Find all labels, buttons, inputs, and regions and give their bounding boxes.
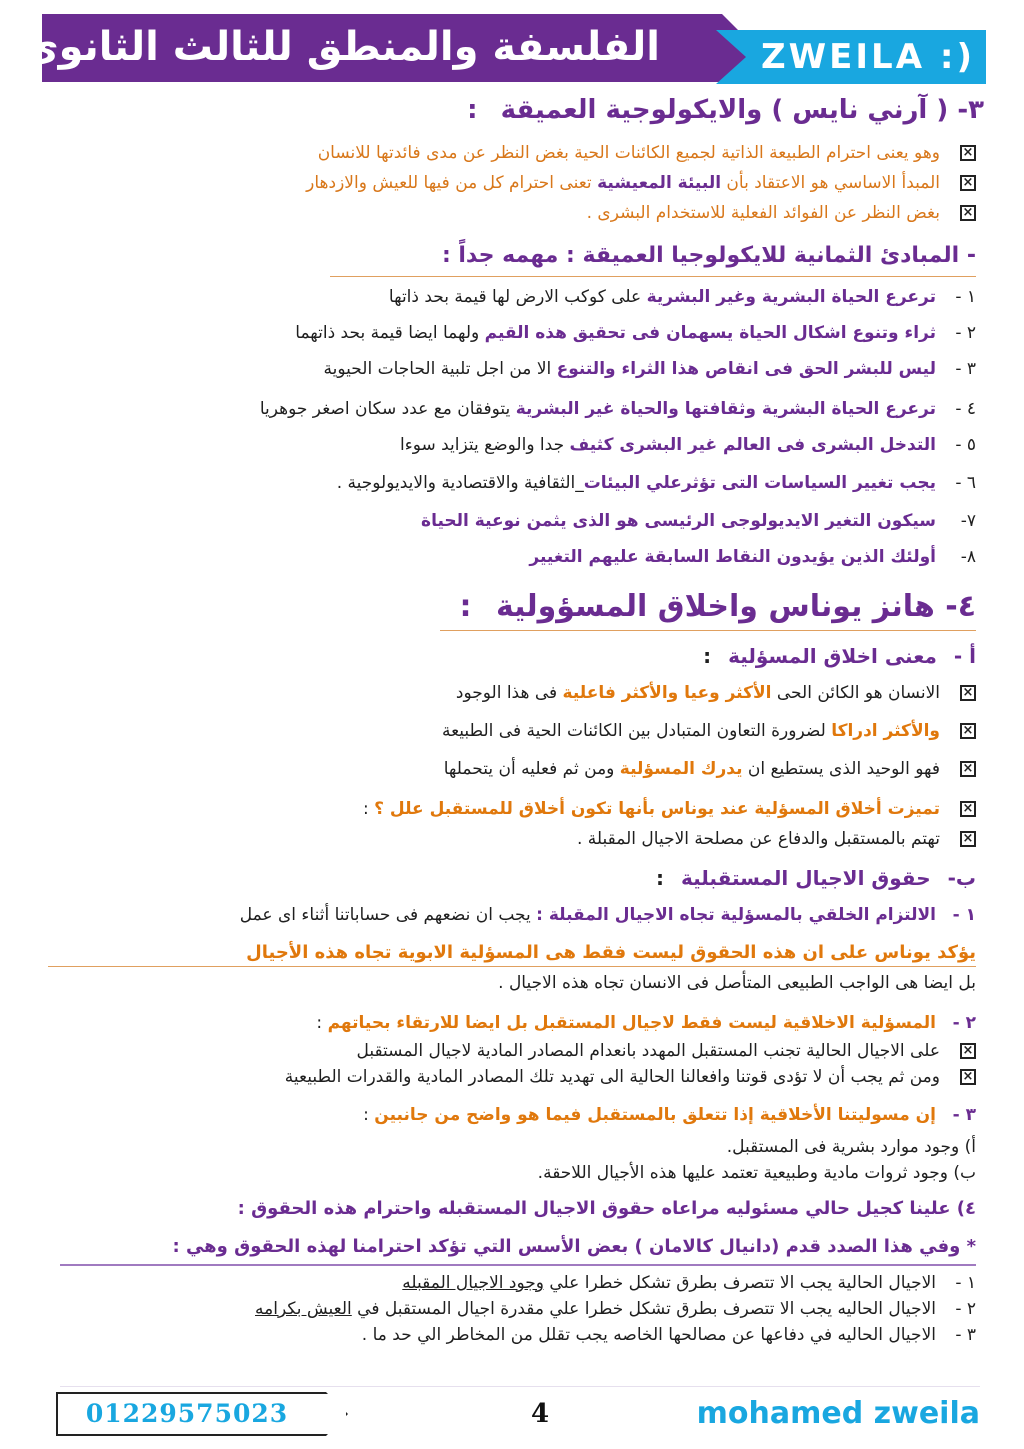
part-a-bullet-5: ×تهتم بالمستقبل والدفاع عن مصلحة الاجيال المقبلة . bbox=[577, 826, 976, 852]
author-name: mohamed zweila bbox=[696, 1396, 980, 1431]
section3-bullet-2: ×المبدأ الاساسي هو الاعتقاد بأن البيئة المعيشية تعنى احترام كل من فيها للعيش والازدهار bbox=[306, 170, 976, 196]
logo-text: ZWEILA :) bbox=[761, 37, 975, 77]
section3-bullet-3: ×بغض النظر عن الفوائد الفعلية للاستخدام البشرى . bbox=[587, 200, 976, 226]
kalaman-item-2: ٢ -الاجيال الحاليه يجب الا تتصرف بطرق تشكل خطرا علي مقدرة اجيال المستقبل في العيش بكرامه bbox=[255, 1299, 976, 1319]
part-a-heading: أ - معنى اخلاق المسؤلية : bbox=[703, 644, 976, 668]
kalaman-item-3: ٣ -الاجيال الحاليه في دفاعها عن مصالحها الخاصه يجب تقلل من المخاطر الي حد ما . bbox=[361, 1325, 976, 1345]
page-title: الفلسفة والمنطق للثالث الثانوى bbox=[21, 24, 660, 70]
section4-heading: ٤- هانز يوناس واخلاق المسؤولية : bbox=[459, 589, 976, 624]
principle-item-1: ١ -ترعرع الحياة البشرية وغير البشرية على كوكب الارض لها قيمة بحد ذاتها bbox=[388, 287, 976, 307]
checkbox-icon: × bbox=[960, 723, 976, 739]
divider bbox=[330, 276, 976, 277]
part-a-bullet-2: ×والأكثر ادراكا لضرورة التعاون المتبادل بين الكائنات الحية فى الطبيعة bbox=[442, 718, 976, 744]
principle-item-5: ٥ -التدخل البشرى فى العالم غير البشرى كثيف جدا والوضع يتزايد سوءا bbox=[399, 435, 976, 455]
checkbox-icon: × bbox=[960, 1043, 976, 1059]
part-b-item-3-sub-a: أ) وجود موارد بشرية فى المستقبل. bbox=[726, 1137, 976, 1157]
part-b-item-4: ٤) علينا كجيل حالي مسئوليه مراعاه حقوق الاجيال المستقبله واحترام هذه الحقوق : bbox=[237, 1198, 976, 1219]
page-number: 4 bbox=[530, 1399, 550, 1429]
checkbox-icon: × bbox=[960, 1069, 976, 1085]
part-b-heading: ب- حقوق الاجيال المستقبلية : bbox=[656, 866, 976, 890]
part-a-bullet-4: ×تميزت أخلاق المسؤلية عند يوناس بأنها تكون أخلاق للمستقبل علل ؟ : bbox=[363, 796, 976, 822]
principle-item-3: ٣ -ليس للبشر الحق فى انقاص هذا الثراء والتنوع الا من اجل تلبية الحاجات الحيوية bbox=[323, 359, 976, 379]
part-a-bullet-1: ×الانسان هو الكائن الحى الأكثر وعيا والأكثر فاعلية فى هذا الوجود bbox=[456, 680, 976, 706]
phone-number: 01229575023 bbox=[85, 1399, 289, 1428]
principle-item-7: ٧-سيكون التغير الايديولوجى الرئيسى هو الذى يثمن نوعية الحياة bbox=[421, 511, 976, 531]
checkbox-icon: × bbox=[960, 685, 976, 701]
part-b-item-3-sub-b: ب) وجود ثروات مادية وطبيعية تعتمد عليها هذه الأجيال اللاحقة. bbox=[537, 1163, 976, 1183]
divider bbox=[440, 630, 976, 631]
part-b-note-bold: يؤكد يوناس على ان هذه الحقوق ليست فقط هى المسؤلية الابوية تجاه هذه الأجيال bbox=[246, 942, 976, 963]
checkbox-icon: × bbox=[960, 145, 976, 161]
principles-heading: - المبادئ الثمانية للايكولوجيا العميقة : مهمه جداً : bbox=[441, 243, 976, 268]
section3-heading: ٣- ( آرني نايس ) والايكولوجية العميقة : bbox=[467, 95, 984, 125]
footer-divider bbox=[60, 1386, 980, 1387]
part-b-item-3: ٣ -إن مسوليتنا الأخلاقية إذا تتعلق بالمستقبل فيما هو واضح من جانبين : bbox=[363, 1105, 976, 1125]
checkbox-icon: × bbox=[960, 761, 976, 777]
section3-bullet-1: ×وهو يعنى احترام الطبيعة الذاتية لجميع الكائنات الحية بغض النظر عن مدى فائدتها للانسان bbox=[318, 140, 976, 166]
part-a-bullet-3: ×فهو الوحيد الذى يستطيع ان يدرك المسؤلية ومن ثم فعليه أن يتحملها bbox=[444, 756, 976, 782]
principle-item-8: ٨-أولئك الذين يؤيدون النقاط السابقة عليهم التغيير bbox=[529, 547, 976, 567]
principle-item-2: ٢ -ثراء وتنوع اشكال الحياة يسهمان فى تحقيق هذه القيم ولهما ايضا قيمة بحد ذاتهما bbox=[295, 323, 976, 343]
principle-item-4: ٤ -ترعرع الحياة البشرية وثقافتها والحياة غير البشرية يتوفقان مع عدد سكان اصغر جوهريا bbox=[259, 399, 976, 419]
checkbox-icon: × bbox=[960, 801, 976, 817]
principle-item-6: ٦ -يجب تغيير السياسات التى تؤثرعلي البيئات_الثقافية والاقتصادية والايديولوجية . bbox=[336, 473, 976, 493]
part-b-item-2-bullet-2: ×ومن ثم يجب أن لا تؤدى قوتنا وافعالنا الحالية الى تهديد تلك المصادر المادية والقدرات الطبيعية bbox=[285, 1064, 976, 1090]
checkbox-icon: × bbox=[960, 831, 976, 847]
part-b-item-1: ١ -الالتزام الخلقي بالمسؤلية تجاه الاجيال المقبلة : يجب ان نضعهم فى حساباتنا أثناء اى عمل bbox=[239, 905, 976, 925]
part-b-note-plain: بل ايضا هى الواجب الطبيعى المتأصل فى الانسان تجاه هذه الاجيال . bbox=[498, 973, 976, 993]
kalaman-item-1: ١ -الاجيال الحالية يجب الا تتصرف بطرق تشكل خطرا علي وجود الاجيال المقبله bbox=[402, 1273, 976, 1293]
part-b-item-2-bullet-1: ×على الاجيال الحالية تجنب المستقبل المهدد بانعدام المصادر المادية لاجيال المستقبل bbox=[356, 1038, 976, 1064]
divider bbox=[48, 966, 976, 967]
part-b-item-2: ٢ -المسؤلية الاخلاقية ليست فقط لاجيال المستقبل بل ايضا للارتقاء بحياتهم : bbox=[316, 1013, 976, 1033]
checkbox-icon: × bbox=[960, 205, 976, 221]
divider bbox=[60, 1264, 976, 1266]
kalaman-intro: * وفي هذا الصدد قدم (دانيال كالامان ) بعض الأسس التي تؤكد احترامنا لهذه الحقوق وهي : bbox=[172, 1236, 976, 1257]
checkbox-icon: × bbox=[960, 175, 976, 191]
